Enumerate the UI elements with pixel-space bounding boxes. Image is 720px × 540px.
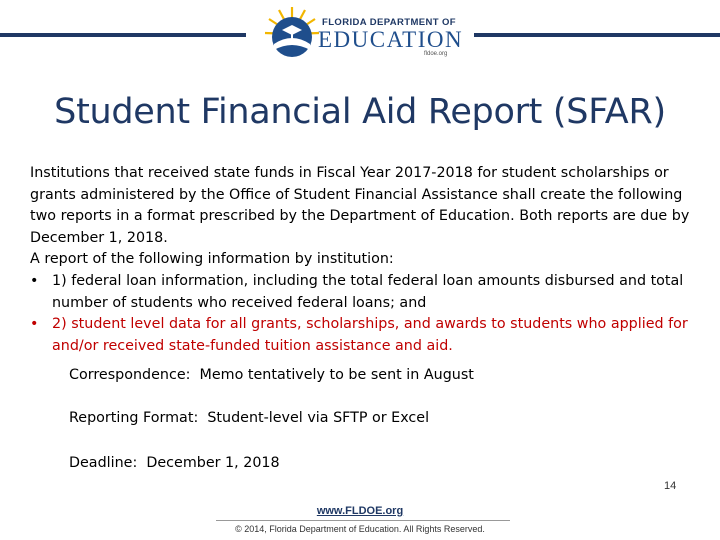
- bullet-marker: •: [30, 272, 39, 289]
- copyright-text: © 2014, Florida Department of Education. All Rights Reserved.: [235, 524, 485, 534]
- field-value: December 1, 2018: [146, 455, 280, 471]
- header-rule-left: [0, 33, 246, 37]
- header-rule-right: [474, 33, 720, 37]
- field-value: Student-level via SFTP or Excel: [207, 410, 430, 426]
- fldoe-link[interactable]: www.FLDOE.org: [316, 505, 404, 517]
- deadline-field: Deadline: December 1, 2018: [69, 455, 280, 471]
- footer-rule: [216, 520, 510, 521]
- logo-url: fldoe.org: [424, 51, 448, 57]
- list-item: [30, 314, 700, 357]
- page-title: Student Financial Aid Report (SFAR): [54, 92, 666, 132]
- list-item-text: 1) federal loan information, including the total federal loan amounts disbursed and total number of students who received federal loans; and: [52, 272, 684, 311]
- logo-text-department: FLORIDA DEPARTMENT OF: [322, 17, 457, 28]
- list-intro: A report of the following information by institution:: [30, 251, 394, 268]
- bullet-marker: •: [30, 316, 39, 333]
- list-item: [30, 271, 700, 314]
- sun-emblem-icon: [262, 4, 322, 62]
- field-value: Memo tentatively to be sent in August: [199, 367, 474, 383]
- field-label: Reporting Format: [69, 410, 194, 426]
- field-label: Correspondence: [69, 367, 186, 383]
- field-label: Deadline: [69, 455, 133, 471]
- reporting-format-field: Reporting Format: Student-level via SFTP or Excel: [69, 410, 430, 426]
- list-item-text: 2) student level data for all grants, scholarships, and awards to students who applied for and/or received state-funded tuition assistance and aid.: [52, 316, 688, 354]
- logo-text-education: EDUCATION: [318, 27, 464, 52]
- body-text: [30, 163, 700, 357]
- page-number: 14: [664, 480, 677, 492]
- fldoe-logo: [262, 4, 462, 62]
- intro-paragraph: Institutions that received state funds in Fiscal Year 2017-2018 for student scholarships or grants administered by the Office of Student Financial Assistance shall create the following two reports in a format prescribed by the Department of Education. Both reports are due by December 1, 2018.: [30, 165, 690, 246]
- correspondence-field: Correspondence: Memo tentatively to be sent in August: [69, 367, 474, 383]
